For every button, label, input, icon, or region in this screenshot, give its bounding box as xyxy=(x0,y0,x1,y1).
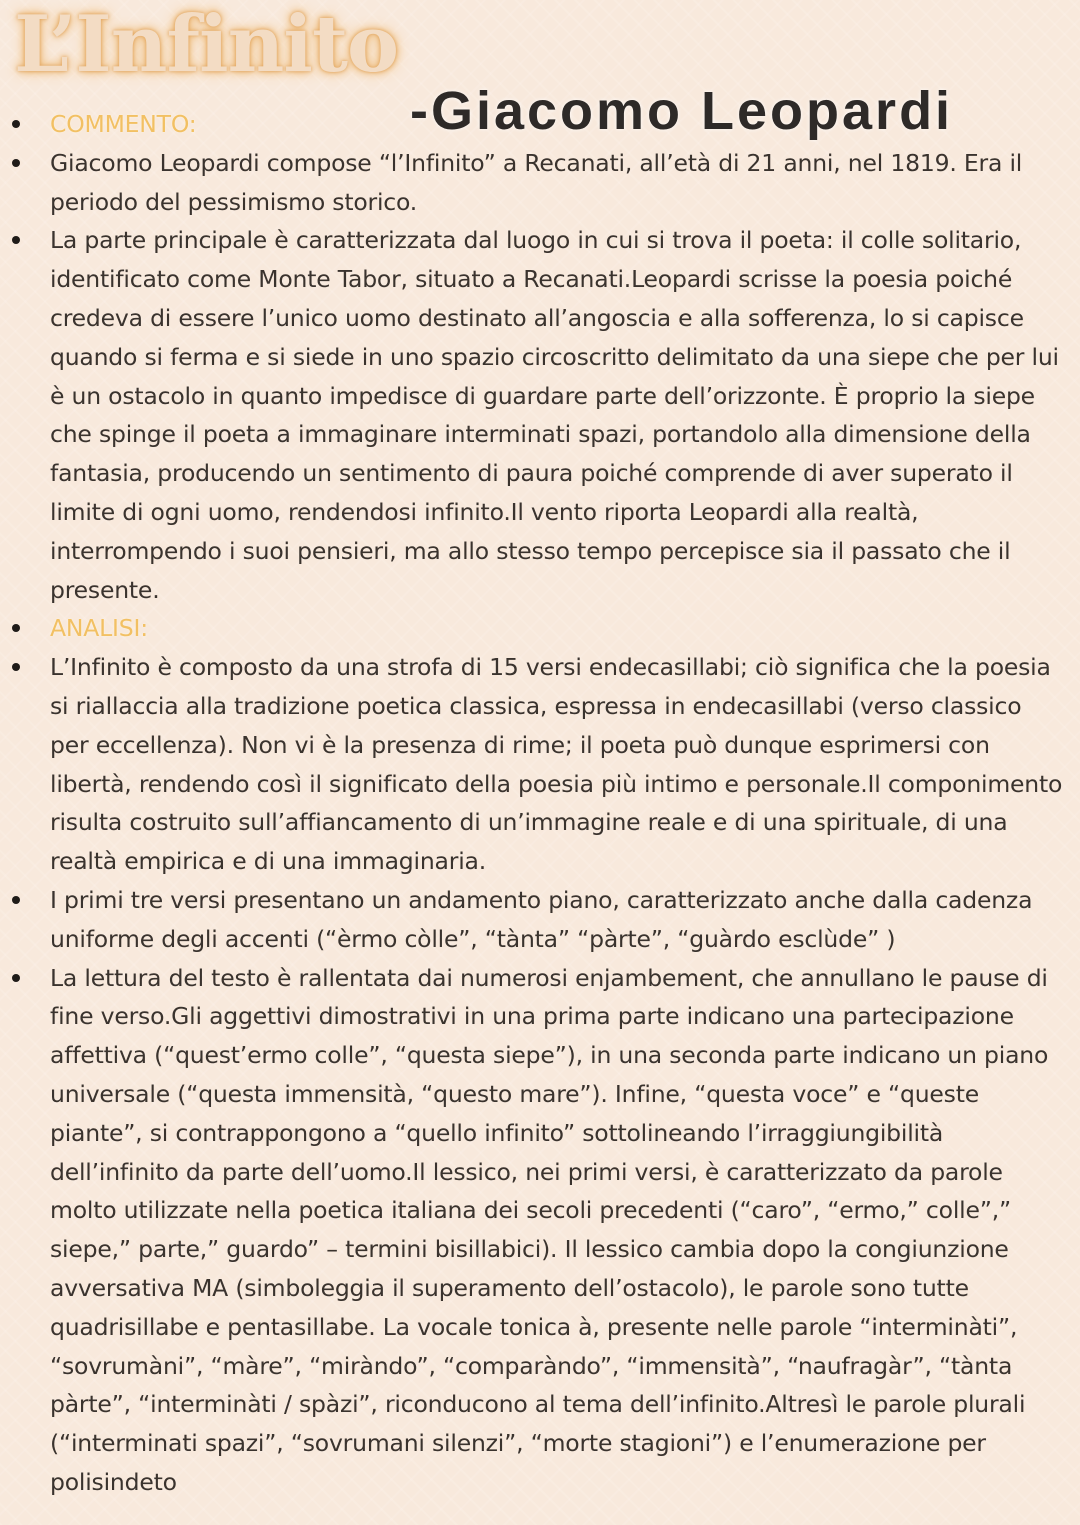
page-title: L’Infinito xyxy=(14,0,399,90)
section-heading-analisi: ANALISI: xyxy=(0,609,1066,648)
author-name: -Giacomo Leopardi xyxy=(410,81,954,141)
section-heading-commento: COMMENTO: xyxy=(0,105,1066,144)
list-item: La parte principale è caratterizzata dal luogo in cui si trova il poeta: il colle solitario, identificato come Monte Tabor, situato a Recanati.Leopardi scrisse la poesia poiché credeva di essere l’unico uomo destinato all’angoscia e alla sofferenza, lo si capisce quando si ferma e si siede in uno spazio circoscritto delimitato da una siepe che per lui è un ostacolo in quanto impedisce di guardare parte dell’orizzonte. È proprio la siepe che spinge il poeta a immaginare interminati spazi, portandolo alla dimensione della fantasia, producendo un sentimento di paura poiché comprende di aver superato il limite di ogni uomo, rendendosi infinito.Il vento riporta Leopardi alla realtà, interrompendo i suoi pensieri, ma allo stesso tempo percepisce sia il passato che il presente. xyxy=(0,221,1066,609)
notes-list xyxy=(0,105,1066,1502)
list-item: Giacomo Leopardi compose “l’Infinito” a Recanati, all’età di 21 anni, nel 1819. Era il periodo del pessimismo storico. xyxy=(0,144,1066,222)
list-item: I primi tre versi presentano un andamento piano, caratterizzato anche dalla cadenza uniforme degli accenti (“èrmo còlle”, “tànta” “pàrte”, “guàrdo esclùde” ) xyxy=(0,881,1066,959)
list-item: L’Infinito è composto da una strofa di 15 versi endecasillabi; ciò significa che la poesia si riallaccia alla tradizione poetica classica, espressa in endecasillabi (verso classico per eccellenza). Non vi è la presenza di rime; il poeta può dunque esprimersi con libertà, rendendo così il significato della poesia più intimo e personale.Il componimento risulta costruito sull’affiancamento di un’immagine reale e di una spirituale, di una realtà empirica e di una immaginaria. xyxy=(0,648,1066,881)
list-item: La lettura del testo è rallentata dai numerosi enjambement, che annullano le pause di fine verso.Gli aggettivi dimostrativi in una prima parte indicano una partecipazione affettiva (“quest’ermo colle”, “questa siepe”), in una seconda parte indicano un piano universale (“questa immensità, “questo mare”). Infine, “questa voce” e “queste piante”, si contrappongono a “quello infinito” sottolineando l’irraggiungibilità dell’infinito da parte dell’uomo.Il lessico, nei primi versi, è caratterizzato da parole molto utilizzate nella poetica italiana dei secoli precedenti (“caro”, “ermo,” colle”,” siepe,” parte,” guardo” – termini bisillabici). Il lessico cambia dopo la congiunzione avversativa MA (simboleggia il superamento dell’ostacolo), le parole sono tutte quadrisillabe e pentasillabe. La vocale tonica à, presente nelle parole “interminàti”, “sovrumàni”, “màre”, “miràndo”, “comparàndo”, “immensità”, “naufragàr”, “tànta pàrte”, “interminàti / spàzi”, riconducono al tema dell’infinito.Altresì le parole plurali (“interminati spazi”, “sovrumani silenzi”, “morte stagioni”) e l’enumerazione per polisindeto xyxy=(0,959,1066,1502)
